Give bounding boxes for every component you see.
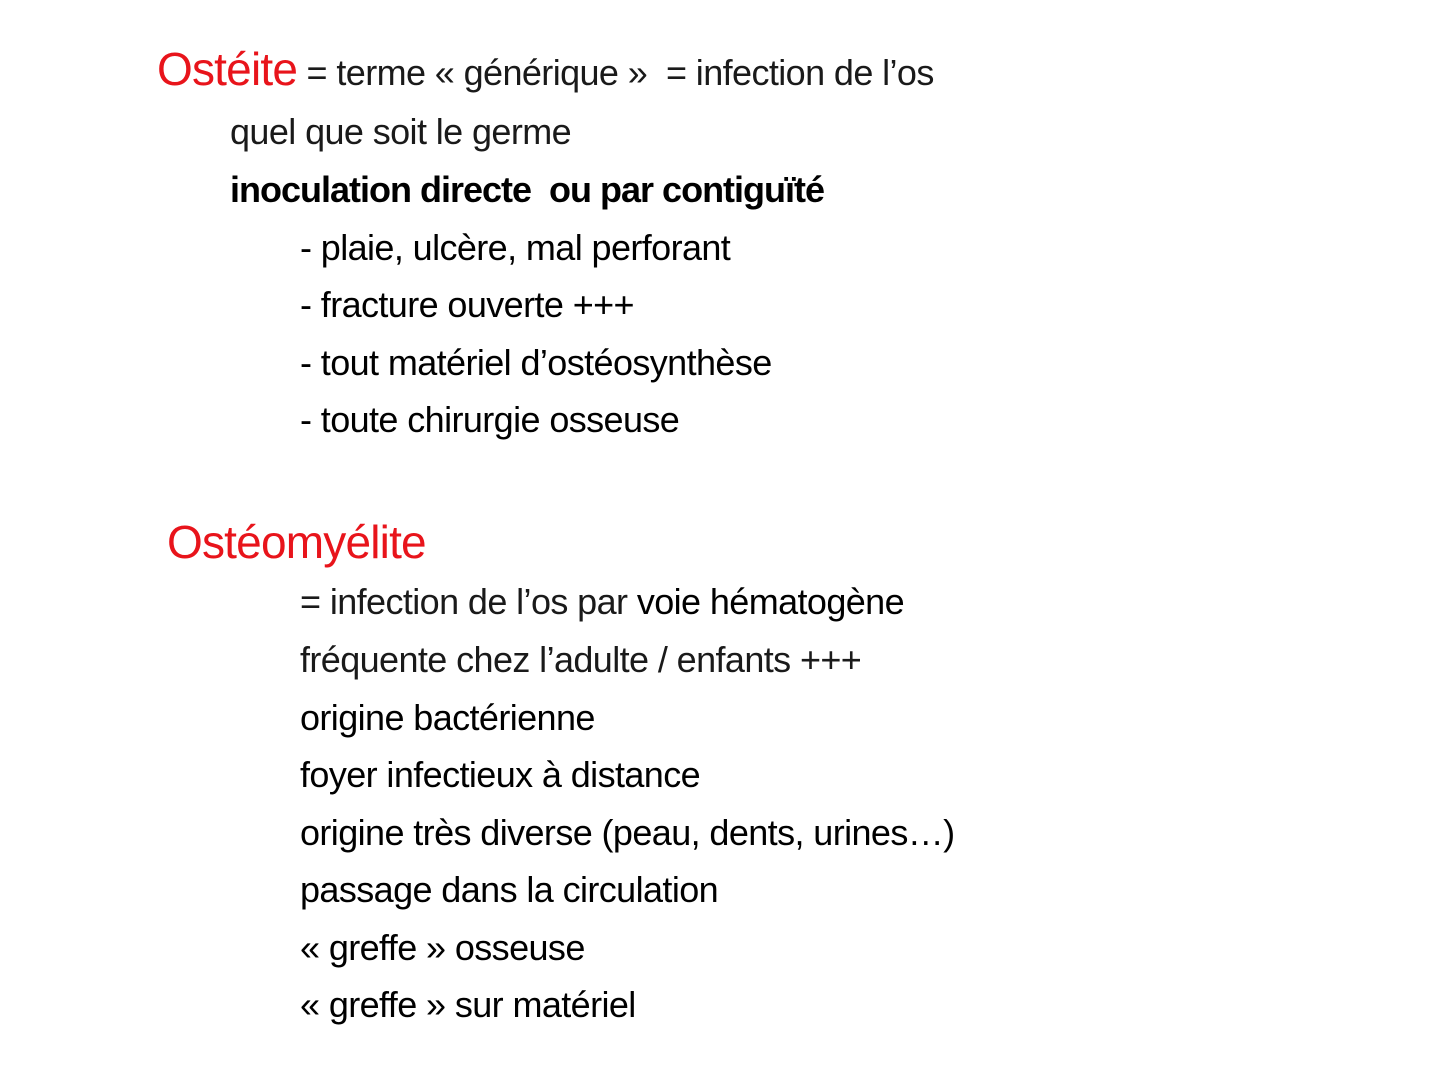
osteite-title: Ostéite <box>157 43 298 95</box>
osteomyelite-title: Ostéomyélite <box>167 516 426 568</box>
osteite-item: - tout matériel d’ostéosynthèse <box>300 342 772 383</box>
osteite-item: - toute chirurgie osseuse <box>300 399 680 440</box>
osteite-inoculation-line: inoculation directe ou par contiguïté <box>230 169 825 210</box>
osteite-heading-line <box>157 44 934 94</box>
osteomyelite-line: origine bactérienne <box>300 697 595 738</box>
osteite-item: - fracture ouverte +++ <box>300 284 634 325</box>
osteite-definition: = terme « générique » = infection de l’os <box>297 52 934 93</box>
definition-prefix: = infection de l’os par <box>300 581 637 622</box>
definition-emphasis: voie hématogène <box>636 581 905 622</box>
osteite-item: - plaie, ulcère, mal perforant <box>300 227 731 268</box>
osteite-germ-line: quel que soit le germe <box>230 111 572 152</box>
osteomyelite-line: fréquente chez l’adulte / enfants +++ <box>300 639 862 680</box>
osteomyelite-line: passage dans la circulation <box>300 869 719 910</box>
osteomyelite-line: « greffe » sur matériel <box>300 984 636 1025</box>
osteomyelite-line: foyer infectieux à distance <box>300 754 701 795</box>
osteomyelite-line: « greffe » osseuse <box>300 927 585 968</box>
osteomyelite-definition <box>300 577 904 627</box>
osteomyelite-line: origine très diverse (peau, dents, urines…) <box>300 812 955 853</box>
